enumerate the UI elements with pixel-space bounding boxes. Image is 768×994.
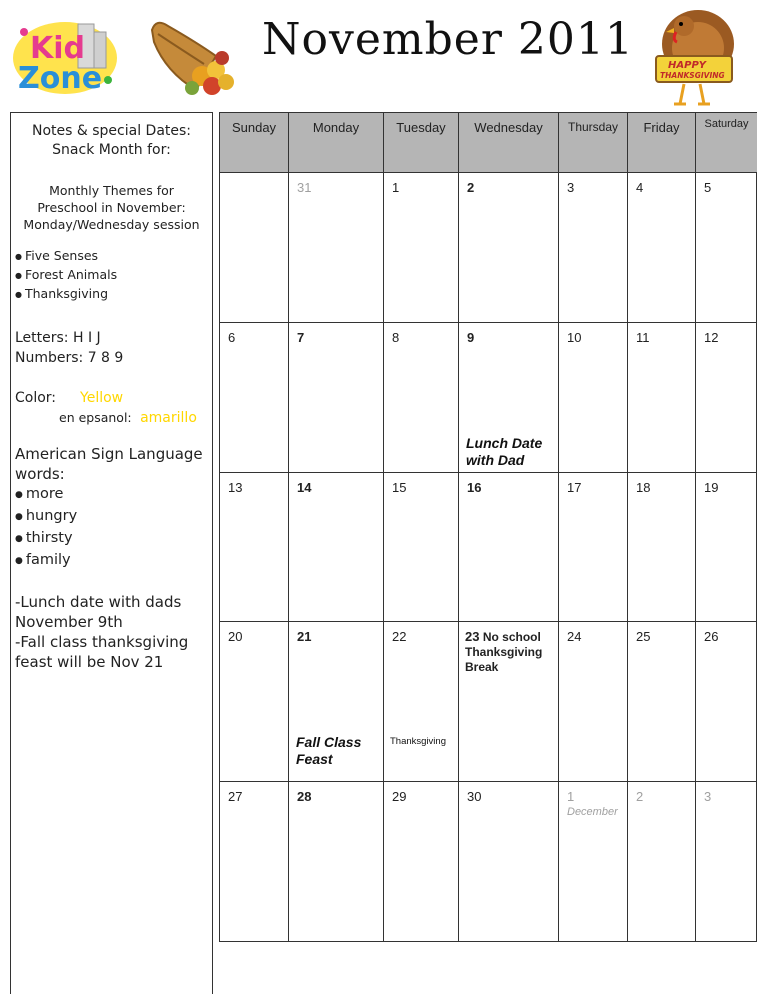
day-number: 4: [636, 180, 644, 195]
day-header-thursday: Thursday: [559, 113, 628, 173]
day-cell: [628, 323, 696, 473]
day-cell: [289, 473, 384, 622]
day-cell: [459, 173, 559, 323]
day-number: 23: [465, 629, 480, 644]
day-cell: [696, 782, 757, 941]
no-school-line1: No school: [482, 630, 541, 644]
day-number: 8: [392, 330, 400, 345]
logo-text-zone: Zone: [18, 61, 103, 96]
day-number: 29: [392, 789, 407, 804]
day-number: 27: [228, 789, 243, 804]
event-feast-line1: Fall Class: [296, 734, 362, 750]
day-cell: [384, 782, 459, 941]
day-number: 10: [567, 330, 582, 345]
day-number: 1: [567, 789, 575, 804]
asl-line2: words:: [15, 465, 65, 483]
list-item: ● family: [15, 550, 212, 572]
letters-line: Letters: H I J: [15, 330, 101, 346]
event-lunch-line1: Lunch Date: [466, 435, 543, 451]
numbers-line: Numbers: 7 8 9: [15, 350, 124, 366]
reminder-feast-line2: feast will be Nov 21: [15, 653, 164, 671]
day-cell: [384, 173, 459, 323]
notes-heading-line2: Snack Month for:: [52, 142, 171, 158]
badge-text-happy: HAPPY: [668, 60, 707, 71]
day-header-sunday: Sunday: [220, 113, 289, 173]
reminder-feast-line1: -Fall class thanksgiving: [15, 633, 189, 651]
color-line: [15, 388, 212, 408]
day-cell: [220, 782, 289, 941]
themes-line3: Monday/Wednesday session: [23, 217, 200, 232]
list-item: ● more: [15, 484, 212, 506]
month-title: November 2011: [262, 14, 634, 65]
day-number: 7: [297, 330, 305, 345]
badge-text-thanksgiving: THANKSGIVING: [660, 71, 725, 80]
day-number: 9: [467, 330, 475, 345]
day-cell: [459, 622, 559, 782]
day-number: 16: [467, 480, 482, 495]
day-cell: [696, 173, 757, 323]
day-header-friday: Friday: [628, 113, 696, 173]
list-item: ● thirsty: [15, 528, 212, 550]
no-school-line2: Thanksgiving: [465, 645, 543, 659]
day-number: 18: [636, 480, 651, 495]
day-cell: [384, 473, 459, 622]
asl-heading: [15, 444, 212, 484]
list-item: ● hungry: [15, 506, 212, 528]
day-cell: [220, 473, 289, 622]
day-cell: [628, 622, 696, 782]
color-label: Color:: [15, 390, 57, 406]
day-number: 2: [467, 180, 475, 195]
day-cell: [696, 473, 757, 622]
day-cell: [220, 173, 289, 323]
event-fall-class-feast: [296, 734, 361, 768]
notes-panel: [10, 112, 213, 994]
asl-words-list: [15, 484, 212, 572]
event-feast-line2: Feast: [296, 751, 333, 767]
reminder-lunch-line2: November 9th: [15, 613, 123, 631]
day-number: 5: [704, 180, 712, 195]
day-number: 31: [297, 180, 312, 195]
event-thanksgiving: Thanksgiving: [390, 736, 446, 747]
event-lunch-date: [466, 435, 542, 469]
day-cell: [289, 622, 384, 782]
color-value: Yellow: [80, 390, 124, 406]
day-number: 12: [704, 330, 719, 345]
kid-zone-logo: [10, 18, 120, 96]
day-number: 14: [297, 480, 312, 495]
day-cell: [220, 622, 289, 782]
reminder-lunch-line1: -Lunch date with dads: [15, 593, 182, 611]
day-cell: [696, 323, 757, 473]
day-number: 28: [297, 789, 312, 804]
day-cell: [459, 323, 559, 473]
no-school-line3: Break: [465, 660, 499, 674]
day-number: 20: [228, 629, 243, 644]
list-item: ● Five Senses: [15, 247, 212, 266]
day-cell: [559, 473, 628, 622]
day-number: 26: [704, 629, 719, 644]
day-number: 6: [228, 330, 236, 345]
day-cell: [696, 622, 757, 782]
list-item: ● Thanksgiving: [15, 285, 212, 304]
day-cell: [559, 622, 628, 782]
themes-line1: Monthly Themes for: [49, 183, 174, 198]
espanol-label: en epsanol:: [59, 410, 132, 425]
themes-list: [15, 247, 212, 304]
day-header-monday: Monday: [289, 113, 384, 173]
next-month-label: December: [567, 806, 618, 818]
cornucopia-icon: [146, 12, 238, 100]
day-header-wednesday: Wednesday: [459, 113, 559, 173]
day-number: 19: [704, 480, 719, 495]
day-cell: [559, 782, 628, 941]
day-cell: [459, 473, 559, 622]
monthly-themes-heading: [11, 182, 212, 233]
day-number: 11: [636, 330, 650, 345]
day-cell: [384, 622, 459, 782]
day-number: 24: [567, 629, 582, 644]
notes-heading-line1: Notes & special Dates:: [31, 123, 192, 139]
notes-heading: [11, 113, 212, 160]
day-cell: [220, 323, 289, 473]
day-number: 3: [567, 180, 575, 195]
day-number: 13: [228, 480, 243, 495]
day-cell: [384, 323, 459, 473]
day-cell: [289, 323, 384, 473]
day-number: 30: [467, 789, 482, 804]
event-lunch-line2: with Dad: [466, 452, 525, 468]
list-item: ● Forest Animals: [15, 266, 212, 285]
day-number: 1: [392, 180, 400, 195]
calendar-grid: [219, 112, 757, 942]
day-number: 15: [392, 480, 407, 495]
reminders: [15, 592, 212, 672]
day-cell: [628, 173, 696, 323]
day-header-saturday: Saturday: [696, 113, 757, 173]
themes-line2: Preschool in November:: [37, 200, 186, 215]
day-cell: [628, 473, 696, 622]
day-cell: [559, 173, 628, 323]
day-cell: [289, 173, 384, 323]
no-school-note: [465, 629, 555, 675]
day-number: 25: [636, 629, 651, 644]
day-number: 3: [704, 789, 712, 804]
day-cell: [459, 782, 559, 941]
day-cell: [289, 782, 384, 941]
logo-text-kid: Kid: [30, 31, 86, 66]
day-cell: [628, 782, 696, 941]
asl-line1: American Sign Language: [15, 445, 203, 463]
day-header-tuesday: Tuesday: [384, 113, 459, 173]
day-cell: [559, 323, 628, 473]
espanol-value: amarillo: [140, 410, 197, 426]
day-number: 2: [636, 789, 644, 804]
day-number: 21: [297, 629, 312, 644]
day-number: 17: [567, 480, 582, 495]
day-number: 22: [392, 629, 407, 644]
happy-thanksgiving-turkey-icon: [650, 4, 736, 110]
espanol-line: [15, 408, 212, 428]
